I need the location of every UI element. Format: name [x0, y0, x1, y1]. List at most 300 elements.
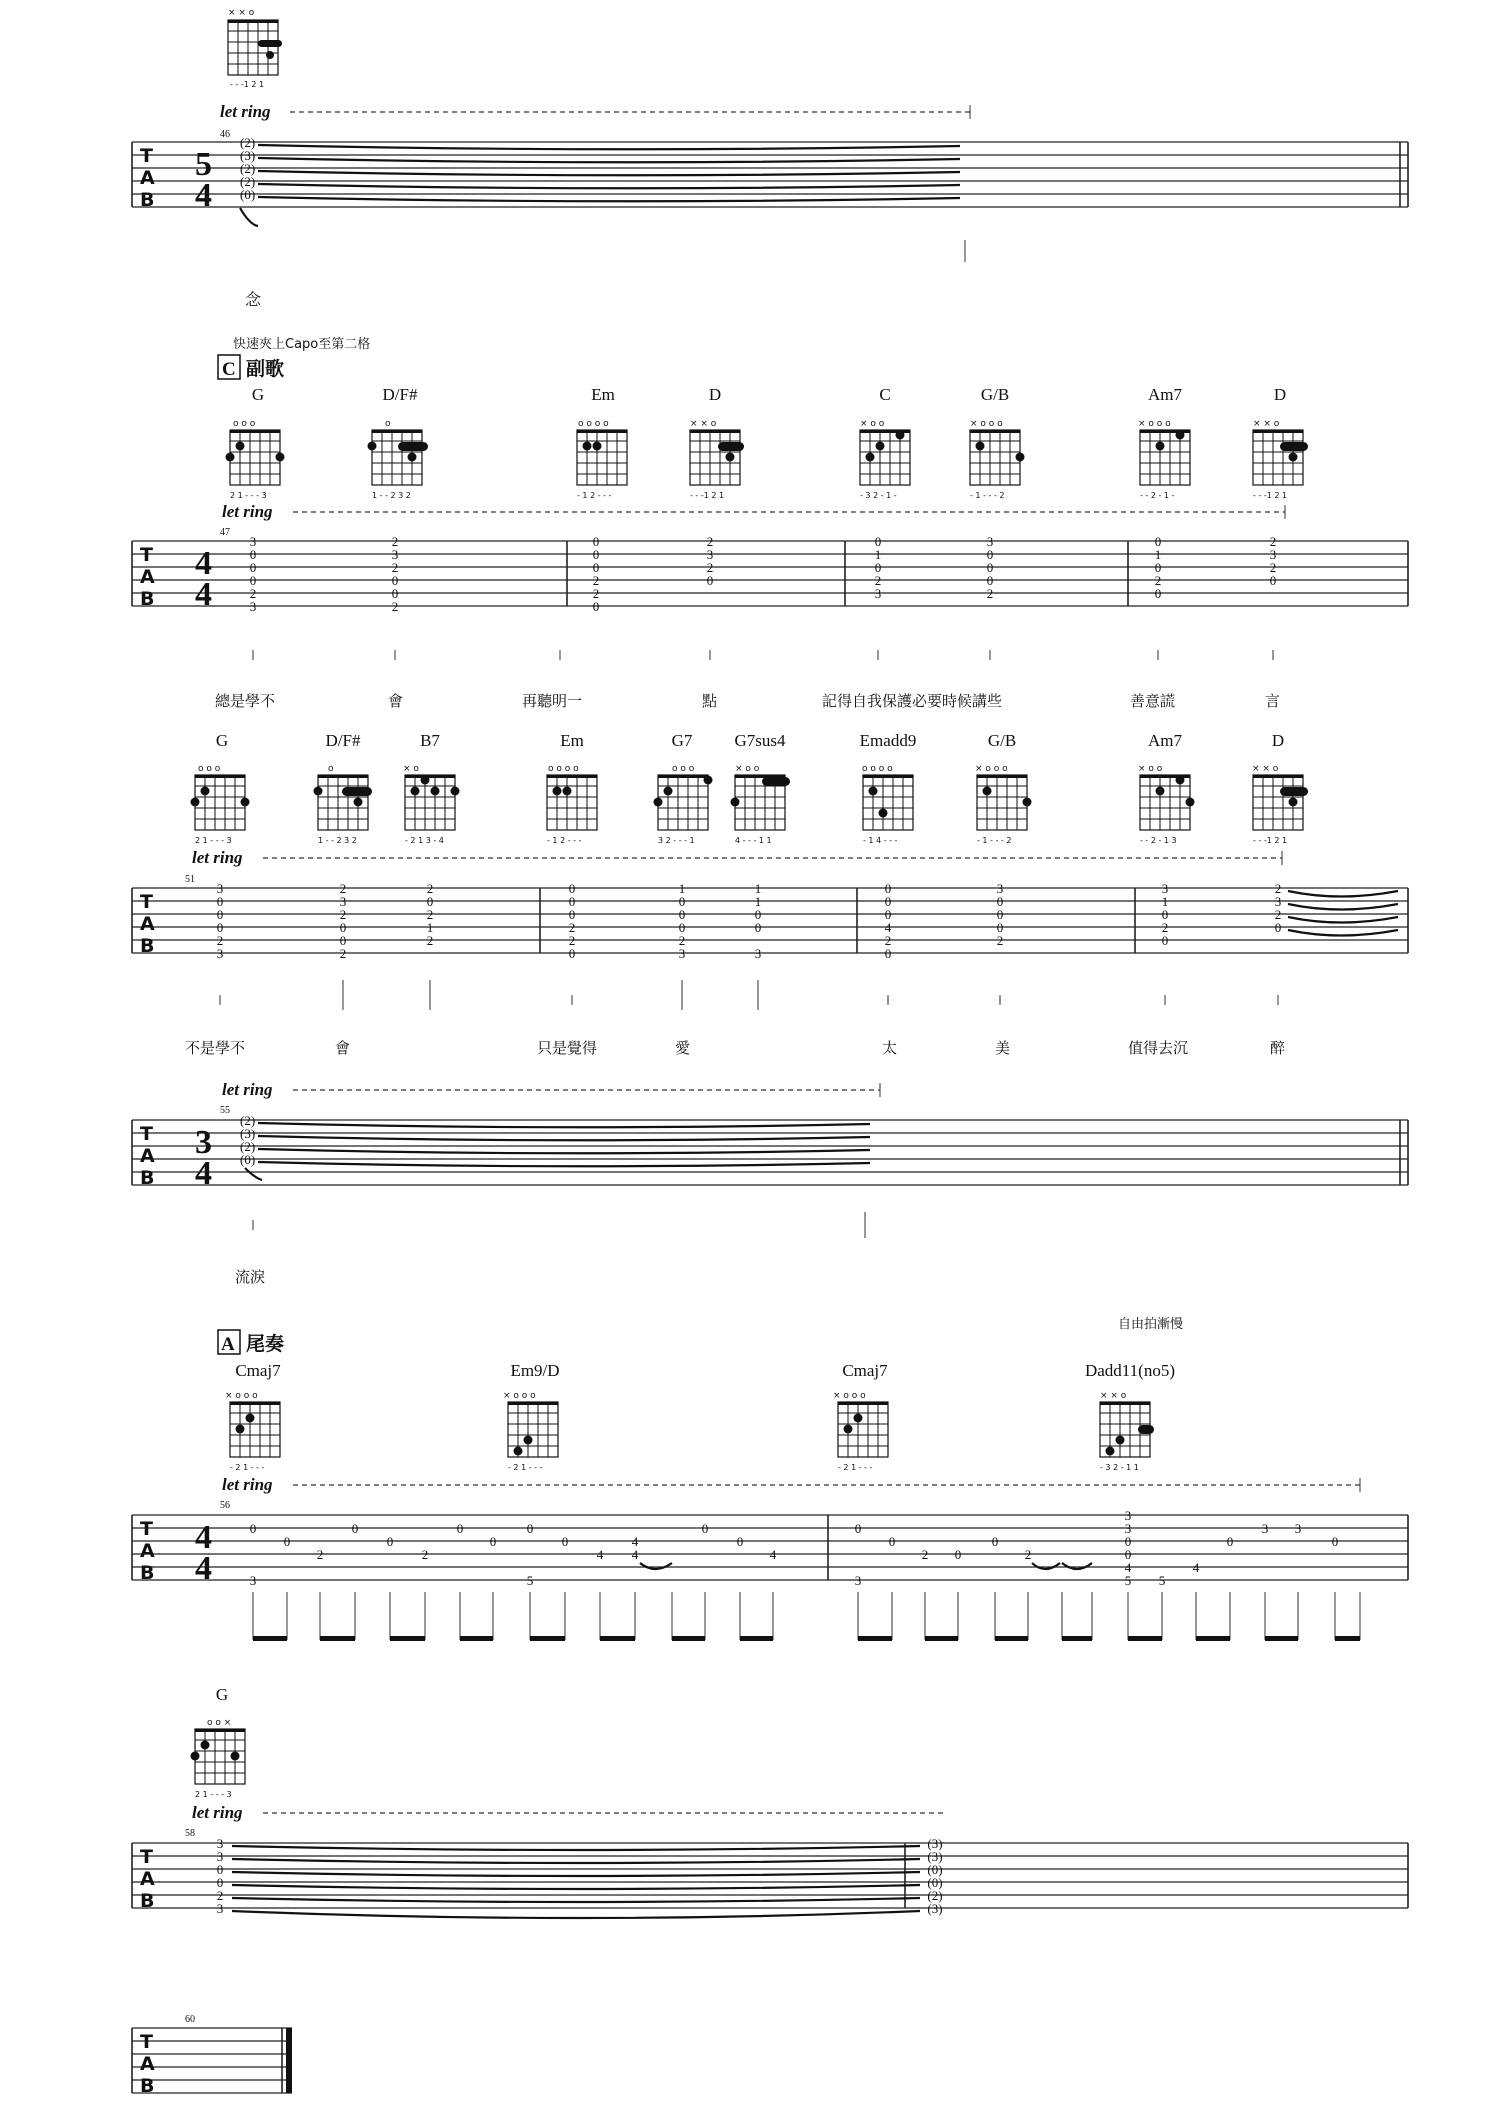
tab-note: (0) [927, 1875, 943, 1890]
svg-text:× o o o: × o o o [833, 1391, 866, 1401]
lyric: 流淚 [235, 1268, 266, 1286]
system-4 [132, 1080, 1408, 1286]
tab-note: 0 [874, 560, 882, 575]
tab-note: 2 [1274, 881, 1282, 896]
svg-text:× o o o: × o o o [1138, 419, 1171, 429]
tab-note: 0 [283, 1534, 291, 1549]
svg-text:× × o: × × o [1252, 764, 1279, 774]
chord-diagram [368, 419, 429, 500]
tab-note: 0 [426, 894, 434, 909]
tab-note: 3 [874, 586, 882, 601]
svg-text:o o o: o o o [198, 764, 221, 774]
chord-fingering: 2 1 - - - 3 [195, 836, 232, 845]
time-sig-bottom: 4 [195, 576, 212, 613]
svg-text:× × o: × × o [690, 419, 717, 429]
chord-fingering: - 2 1 - - - [508, 1463, 543, 1472]
chord-fingering: - - 2 - 1 3 [1140, 836, 1177, 845]
svg-text:× o o o: × o o o [503, 1391, 536, 1401]
tab-note: (3) [927, 1901, 943, 1916]
chord-fingering: - 3 2 - 1 - [860, 491, 897, 500]
lyric: 醉 [1270, 1041, 1286, 1057]
tab-note: 0 [706, 573, 714, 588]
tab-note: (2) [240, 1113, 256, 1128]
tab-note: 3 [391, 547, 399, 562]
chord-name: Em [591, 385, 615, 404]
tab-note: (2) [240, 174, 256, 189]
tab-note: 0 [888, 1534, 896, 1549]
tab-note: 2 [391, 560, 399, 575]
tab-note: 0 [386, 1534, 394, 1549]
chord-name: D [1271, 731, 1285, 750]
tab-clef-b: B [140, 1562, 155, 1584]
tab-note: (2) [927, 1888, 943, 1903]
tab-note: 0 [986, 573, 994, 588]
svg-text:o: o [385, 419, 391, 429]
tab-note: 3 [216, 1901, 224, 1916]
tab-note: 2 [986, 586, 994, 601]
lyric: 愛 [675, 1041, 691, 1057]
time-sig-bottom: 4 [195, 1550, 212, 1587]
tab-note: 2 [339, 907, 347, 922]
chord-name: Emadd9 [859, 731, 917, 750]
svg-text:o o o: o o o [233, 419, 256, 429]
chord-diagram [503, 1391, 558, 1472]
tab-note: 2 [421, 1547, 429, 1562]
tab-note: (2) [240, 1139, 256, 1154]
let-ring-label: let ring [192, 1803, 243, 1822]
tab-note: 0 [1331, 1534, 1339, 1549]
chord-fingering: 4 - - - 1 1 [735, 836, 772, 845]
tab-note: 2 [1269, 560, 1277, 575]
tab-note: 0 [592, 560, 600, 575]
chord-name: Am7 [1148, 385, 1182, 404]
tab-note: 2 [391, 534, 399, 549]
tab-note: 0 [568, 881, 576, 896]
svg-text:o o o o: o o o o [862, 764, 893, 774]
tab-note: 0 [249, 573, 257, 588]
tab-note: 0 [456, 1521, 464, 1536]
tab-note: 4 [769, 1547, 777, 1562]
tab-clef-t: T [140, 544, 153, 566]
chord-fingering: - 1 4 - - - [863, 836, 898, 845]
tab-note: 0 [1274, 920, 1282, 935]
tab-note: 3 [678, 946, 686, 961]
tab-note: 2 [426, 881, 434, 896]
chord-name: D [708, 385, 722, 404]
tab-note: 4 [596, 1547, 604, 1562]
tab-clef-a: A [140, 566, 155, 588]
tab-note: (2) [240, 161, 256, 176]
tab-note: 4 [1192, 1560, 1200, 1575]
chord-name: G7sus4 [734, 731, 786, 750]
tab-note: 2 [1024, 1547, 1032, 1562]
tab-note: 0 [526, 1521, 534, 1536]
measure-number: 56 [220, 1500, 230, 1511]
capo-note: 快速夾上Capo至第二格 [233, 337, 371, 352]
tab-note: 0 [996, 920, 1004, 935]
tab-note: 1 [678, 881, 686, 896]
time-sig-top: 3 [195, 1124, 212, 1161]
tab-note: (0) [240, 187, 256, 202]
chord-fingering: 3 2 - - - 1 [658, 836, 695, 845]
tab-note: 2 [706, 534, 714, 549]
let-ring-label: let ring [220, 102, 271, 121]
section-letter: A [221, 1334, 235, 1355]
tab-note: 5 [1124, 1573, 1132, 1588]
tab-note: 2 [1161, 920, 1169, 935]
tab-note: 3 [986, 534, 994, 549]
chord-name: Cmaj7 [235, 1361, 281, 1380]
time-sig-bottom: 4 [195, 1155, 212, 1192]
tempo-note: 自由拍漸慢 [1118, 1317, 1184, 1332]
tab-note: 0 [216, 894, 224, 909]
tab-note: 0 [249, 1521, 257, 1536]
chord-diagram [228, 8, 282, 89]
tab-note: 0 [351, 1521, 359, 1536]
lyric: 會 [388, 694, 404, 710]
svg-text:× × o: × × o [1253, 419, 1280, 429]
tab-note: 0 [1269, 573, 1277, 588]
let-ring-label: let ring [222, 1475, 273, 1494]
tab-note: 0 [986, 547, 994, 562]
lyric: 美 [995, 1041, 1011, 1057]
system-6 [132, 1685, 1408, 1918]
lyric: 會 [335, 1041, 351, 1057]
tab-note: 0 [592, 547, 600, 562]
tab-note: 0 [1124, 1547, 1132, 1562]
tab-note: 0 [884, 881, 892, 896]
tab-clef-b: B [140, 1167, 155, 1189]
tab-note: 2 [249, 586, 257, 601]
tab-clef-t: T [140, 2031, 153, 2053]
tab-note: 2 [426, 933, 434, 948]
chord-diagram [1252, 764, 1308, 845]
tab-note: 3 [1269, 547, 1277, 562]
tab-note: 0 [249, 547, 257, 562]
tab-note: 3 [1124, 1521, 1132, 1536]
chord-diagram [403, 764, 460, 845]
lyric: 記得自我保護必要時候講些 [822, 694, 1003, 710]
tab-note: 2 [592, 586, 600, 601]
section-label: 副歌 [246, 358, 285, 380]
svg-text:× o o o: × o o o [970, 419, 1003, 429]
tab-note: 3 [1124, 1508, 1132, 1523]
lyric: 點 [702, 694, 718, 710]
chord-diagram [577, 419, 627, 500]
lyric: 總是學不 [215, 694, 276, 710]
chord-fingering: - 1 - - - 2 [977, 836, 1012, 845]
tab-note: 0 [884, 894, 892, 909]
tab-note: 0 [854, 1521, 862, 1536]
svg-text:× o o: × o o [735, 764, 760, 774]
system-5 [132, 1316, 1408, 1641]
tab-clef-t: T [140, 891, 153, 913]
tab-note: 0 [1124, 1534, 1132, 1549]
tab-note: 4 [884, 920, 892, 935]
tab-note: 3 [249, 534, 257, 549]
chord-name: G/B [980, 385, 1010, 404]
chord-name: G/B [987, 731, 1017, 750]
tab-note: 1 [754, 881, 762, 896]
chord-diagram [654, 764, 713, 845]
measure-number: 51 [185, 874, 195, 885]
tab-note: 0 [592, 599, 600, 614]
chord-diagram [970, 419, 1025, 500]
tab-clef-t: T [140, 1123, 153, 1145]
let-ring-label: let ring [222, 502, 273, 521]
let-ring-label: let ring [222, 1080, 273, 1099]
svg-text:× o o o: × o o o [225, 1391, 258, 1401]
svg-text:o o o o: o o o o [578, 419, 609, 429]
tab-note: 3 [216, 881, 224, 896]
svg-text:× o: × o [403, 764, 419, 774]
chord-diagram [833, 1391, 888, 1472]
tab-clef-b: B [140, 2075, 155, 2097]
svg-text:× o o: × o o [1138, 764, 1163, 774]
tab-note: (3) [927, 1836, 943, 1851]
chord-diagram [975, 764, 1032, 845]
tab-note: 3 [216, 946, 224, 961]
chord-fingering: - 2 1 - - - [230, 1463, 265, 1472]
chord-fingering: 1 - - 2 3 2 [318, 836, 357, 845]
tab-note: 2 [1154, 573, 1162, 588]
tab-note: 1 [426, 920, 434, 935]
tab-note: 1 [754, 894, 762, 909]
tab-note: 2 [1274, 907, 1282, 922]
lyric: 太 [882, 1041, 898, 1057]
tab-note: 3 [754, 946, 762, 961]
lyric: 不是學不 [185, 1041, 246, 1057]
tab-note: 3 [1294, 1521, 1302, 1536]
tab-note: 2 [706, 560, 714, 575]
tab-clef-a: A [140, 1540, 155, 1562]
chord-fingering: - 2 1 - - - [838, 1463, 873, 1472]
tab-note: (3) [240, 148, 256, 163]
tab-note: 3 [216, 1836, 224, 1851]
tab-note: 2 [391, 599, 399, 614]
svg-text:× o o: × o o [860, 419, 885, 429]
chord-fingering: 1 - - 2 3 2 [372, 491, 411, 500]
chord-name: Dadd11(no5) [1084, 1361, 1176, 1380]
tab-note: 0 [216, 920, 224, 935]
chord-diagram [1138, 419, 1190, 500]
chord-fingering: 2 1 - - - 3 [195, 1790, 232, 1799]
tab-clef-a: A [140, 2053, 155, 2075]
system-2 [132, 336, 1408, 710]
chord-fingering: - 3 2 - 1 1 [1100, 1463, 1139, 1472]
tab-staff [132, 888, 1408, 953]
measure-number: 47 [220, 527, 230, 538]
chord-diagram [314, 764, 373, 845]
tab-note: 4 [631, 1547, 639, 1562]
tab-note: 0 [1161, 933, 1169, 948]
tab-note: 1 [1154, 547, 1162, 562]
tab-note: 0 [592, 534, 600, 549]
tab-note: 0 [1154, 586, 1162, 601]
chord-diagram [226, 419, 285, 500]
svg-text:× o o o: × o o o [975, 764, 1008, 774]
tab-clef-b: B [140, 1890, 155, 1912]
chord-name: Am7 [1148, 731, 1182, 750]
chord-fingering: - - 2 - 1 - [1140, 491, 1175, 500]
chord-fingering: 2 1 - - - 3 [230, 491, 267, 500]
system-3 [132, 731, 1408, 1057]
chord-name: G [215, 731, 229, 750]
chord-fingering: - 2 1 3 - 4 [405, 836, 444, 845]
tab-clef-t: T [140, 1846, 153, 1868]
tab-note: 3 [1261, 1521, 1269, 1536]
tab-clef-a: A [140, 1145, 155, 1167]
chord-name: G7 [671, 731, 693, 750]
chord-name: Em [560, 731, 584, 750]
tab-note: 0 [874, 534, 882, 549]
tab-clef-t: T [140, 145, 153, 167]
tab-note: 0 [701, 1521, 709, 1536]
svg-text:o o ×: o o × [207, 1718, 232, 1728]
tab-note: 0 [216, 907, 224, 922]
time-sig-top: 4 [195, 545, 212, 582]
tab-note: 0 [754, 920, 762, 935]
chord-name: G [251, 385, 265, 404]
time-sig-top: 4 [195, 1519, 212, 1556]
tab-note: 0 [391, 573, 399, 588]
tab-note: 2 [921, 1547, 929, 1562]
tab-note: 2 [216, 1888, 224, 1903]
tab-note: 0 [568, 907, 576, 922]
tab-note: 2 [339, 881, 347, 896]
tab-note: 0 [489, 1534, 497, 1549]
tab-note: 3 [996, 881, 1004, 896]
tab-note: (3) [240, 1126, 256, 1141]
tab-note: 1 [1161, 894, 1169, 909]
tab-note: 0 [996, 894, 1004, 909]
tab-note: 0 [1226, 1534, 1234, 1549]
tab-clef-a: A [140, 1868, 155, 1890]
system-7 [132, 2014, 292, 2097]
chord-diagram [1253, 419, 1308, 500]
tab-note: 3 [339, 894, 347, 909]
system-1 [132, 8, 1408, 309]
chord-name: D [1273, 385, 1287, 404]
section-letter: C [222, 359, 236, 380]
lyric: 再聽明一 [522, 694, 583, 710]
svg-text:o o o: o o o [672, 764, 695, 774]
tab-note: 0 [568, 946, 576, 961]
tab-note: 5 [1158, 1573, 1166, 1588]
chord-fingering: - - -1 2 1 [690, 491, 725, 500]
tab-note: 3 [706, 547, 714, 562]
section-label: 尾奏 [246, 1333, 285, 1355]
tab-note: (3) [927, 1849, 943, 1864]
lyric: 念 [245, 290, 262, 309]
tab-note: 3 [216, 1849, 224, 1864]
chord-name: B7 [420, 731, 440, 750]
chord-diagram [225, 1391, 280, 1472]
svg-text:× × o: × × o [228, 8, 255, 18]
chord-diagram [862, 764, 913, 845]
svg-text:× × o: × × o [1100, 1391, 1127, 1401]
chord-diagram [860, 419, 910, 500]
chord-fingering: - 1 - - - 2 [970, 491, 1005, 500]
chord-diagram [1138, 764, 1195, 845]
tab-note: 0 [339, 933, 347, 948]
time-sig-top: 5 [195, 146, 212, 183]
tab-note: 1 [874, 547, 882, 562]
tab-note: 2 [216, 933, 224, 948]
tab-note: 2 [339, 946, 347, 961]
tab-clef-b: B [140, 588, 155, 610]
tab-note: 0 [1154, 560, 1162, 575]
chord-diagram [731, 764, 791, 845]
tab-note: 0 [954, 1547, 962, 1562]
let-ring-label: let ring [192, 848, 243, 867]
lyric: 言 [1265, 694, 1281, 710]
tab-clef-b: B [140, 189, 155, 211]
lyric: 值得去沉 [1128, 1041, 1189, 1057]
chord-fingering: - - -1 2 1 [1253, 491, 1288, 500]
chord-diagram [191, 1718, 246, 1799]
measure-number: 60 [185, 2014, 195, 2025]
tab-note: 2 [1269, 534, 1277, 549]
tab-note: 3 [854, 1573, 862, 1588]
svg-text:o: o [328, 764, 334, 774]
tab-note: (0) [240, 1152, 256, 1167]
measure-number: 55 [220, 1105, 230, 1116]
tab-note: 0 [754, 907, 762, 922]
time-sig-bottom: 4 [195, 177, 212, 214]
tab-clef-a: A [140, 167, 155, 189]
tab-note: 4 [631, 1534, 639, 1549]
tab-note: 2 [568, 920, 576, 935]
lyric: 善意謊 [1130, 694, 1176, 710]
tab-staff [132, 2028, 292, 2093]
tab-note: 0 [991, 1534, 999, 1549]
tab-note: (0) [927, 1862, 943, 1877]
tab-note: 0 [1161, 907, 1169, 922]
tab-note: 0 [736, 1534, 744, 1549]
tab-note: 2 [996, 933, 1004, 948]
tab-note: (2) [240, 135, 256, 150]
chord-diagram [1100, 1391, 1154, 1472]
tab-note: 3 [249, 599, 257, 614]
tab-note: 0 [561, 1534, 569, 1549]
chord-name: C [879, 385, 891, 404]
tab-note: 2 [426, 907, 434, 922]
tab-note: 0 [996, 907, 1004, 922]
tab-note: 0 [568, 894, 576, 909]
tab-clef-t: T [140, 1518, 153, 1540]
chord-fingering: - 1 2 - - - [547, 836, 582, 845]
tab-note: 2 [884, 933, 892, 948]
tab-note: 0 [339, 920, 347, 935]
svg-text:o o o o: o o o o [548, 764, 579, 774]
tab-note: 5 [526, 1573, 534, 1588]
tab-note: 2 [874, 573, 882, 588]
final-barline [286, 2028, 292, 2093]
tab-note: 0 [678, 920, 686, 935]
chord-name: D/F# [325, 731, 361, 750]
tab-note: 0 [216, 1875, 224, 1890]
tab-note: 0 [249, 560, 257, 575]
tab-note: 3 [1274, 894, 1282, 909]
tab-note: 3 [249, 1573, 257, 1588]
chord-diagram [547, 764, 597, 845]
tab-note: 0 [884, 946, 892, 961]
lyric: 只是覺得 [537, 1041, 598, 1057]
tab-note: 0 [216, 1862, 224, 1877]
tab-note: 2 [316, 1547, 324, 1562]
tab-note: 0 [678, 894, 686, 909]
